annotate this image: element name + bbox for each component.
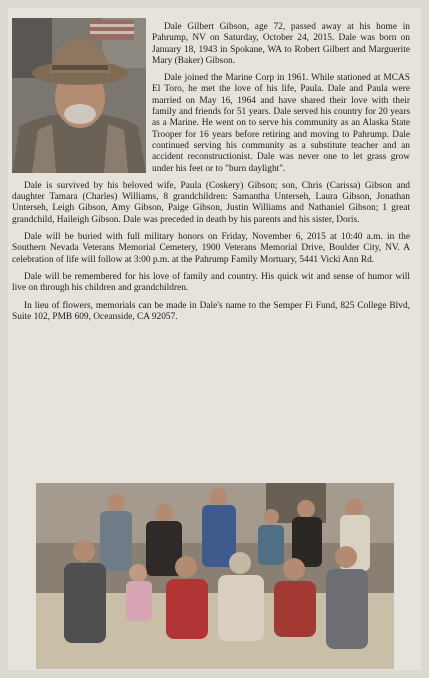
paragraph-intro: Dale Gilbert Gibson, age 72, passed away at his home in Pahrump, NV on Saturday, October 24, 2015. Dale was born on January 18, 1943 in Spokane, WA to Robert Gilbert and Marguerite Mary (Baker) Gibson. (152, 22, 410, 66)
portrait-spacer (12, 22, 152, 174)
paragraph-burial: Dale will be buried with full military honors on Friday, November 6, 2015 at 10:40 a.m. in the Southern Nevada Veterans Memorial Cemetery, 1900 Veterans Memorial Drive, Boulder City, NV. A celebration of life will follow at 3:00 p.m. at the Pahrump Family Mortuary, 5441 Vicki Ann Rd. (12, 232, 410, 265)
family-photo (36, 483, 394, 669)
obituary-text (12, 22, 410, 329)
paragraph-remembrance: Dale will be remembered for his love of family and country. His quick wit and sense of humor will live on through his children and grandchildren. (12, 271, 410, 294)
paragraph-survivors: Dale is survived by his beloved wife, Paula (Coskery) Gibson; son, Chris (Carissa) Gibson and daughter Tamara (Charles) Williams, 8 grandchildren: Samantha Unterseh, Laura Gibson, Jonathan Unterseh, Leigh Gibson, Amy Gibson, Paige Gibson, Justin Williams and Nathaniel Gibson; 1 great grandchild, Haileigh Gibson. Dale was preceded in death by his parents and his sister, Doris. (12, 180, 410, 225)
paragraph-memorials: In lieu of flowers, memorials can be made in Dale's name to the Semper Fi Fund, 825 College Blvd, Suite 102, PMB 609, Oceanside, CA 92057. (12, 300, 410, 322)
paragraph-service: Dale joined the Marine Corp in 1961. While stationed at MCAS El Toro, he met the love of his life, Paula. Dale and Paula were married on May 16, 1964 and have shared their love with their family and friends for 51 years. Dale served his country for 20 years as a Marine. He went on to serve his community as an Alaska State Trooper for 16 years before retiring and moving to Pahrump. Dale continued serving his community as a substitute teacher and an accident reconstructionist. Dale was never one to let grass grow under his feet or to "burn daylight". (152, 73, 410, 174)
